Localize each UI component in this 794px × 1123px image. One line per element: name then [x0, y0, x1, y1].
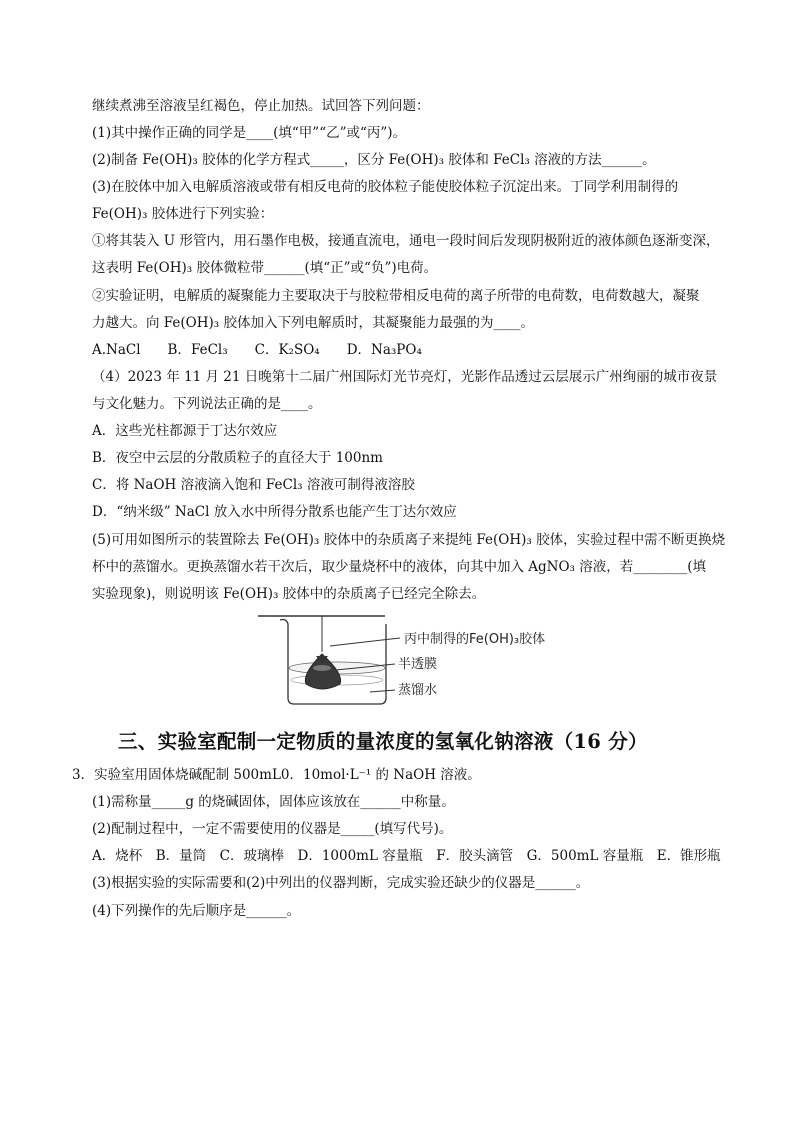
section-3-title: 三、实验室配制一定物质的量浓度的氢氧化钠溶液（16 分） [118, 730, 648, 753]
options-line: A.NaCl B．FeCl₃ C．K₂SO₄ D．Na₃PO₄ [92, 342, 422, 358]
subquestion-2: (2)制备 Fe(OH)₃ 胶体的化学方程式_____，区分 Fe(OH)₃ 胶体和 FeCl₃ 溶液的方法______。 [92, 152, 656, 168]
subquestion-1: (1)其中操作正确的同学是____(填“甲”“乙”或“丙”)。 [92, 125, 407, 141]
label-membrane: 半透膜 [398, 657, 438, 672]
options-line: A．烧杯 B．量筒 C．玻璃棒 D．1000mL 容量瓶 F．胶头滴管 G．500mL 容量瓶 E．锥形瓶 [92, 848, 721, 864]
subquestion-5: (5)可用如图所示的装置除去 Fe(OH)₃ 胶体中的杂质离子来提纯 Fe(OH)₃ 胶体，实验过程中需不断更换烧 [92, 532, 726, 548]
option-d: D．“纳米级” NaCl 放入水中所得分散系也能产生丁达尔效应 [92, 504, 457, 520]
subquestion-2: (2)配制过程中，一定不需要使用的仪器是_____(填写代号)。 [92, 821, 453, 837]
subquestion-1: (1)需称量_____g 的烧碱固体，固体应该放在______中称量。 [92, 794, 455, 810]
dialysis-apparatus-figure [250, 608, 580, 710]
option-c: C．将 NaOH 溶液滴入饱和 FeCl₃ 溶液可制得液溶胶 [92, 477, 415, 493]
subquestion-3: (3)在胶体中加入电解质溶液或带有相反电荷的胶体粒子能使胶体粒子沉淀出来。丁同学利用制得的 [92, 179, 679, 195]
text-line: 继续煮沸至溶液呈红褐色，停止加热。试回答下列问题： [92, 98, 430, 114]
question-stem: 3．实验室用固体烧碱配制 500mL0．10mol·L⁻¹ 的 NaOH 溶液。 [72, 767, 481, 783]
text-line: 杯中的蒸馏水。更换蒸馏水若干次后，取少量烧杯中的液体，向其中加入 AgNO₃ 溶液，若________(填 [92, 559, 707, 575]
subquestion-4: （4）2023 年 11 月 21 日晚第十二届广州国际灯光节亮灯，光影作品透过云层展示广州绚丽的城市夜景 [92, 369, 718, 385]
label-colloid: 丙中制得的Fe(OH)₃胶体 [404, 632, 546, 647]
subquestion-3: (3)根据实验的实际需要和(2)中列出的仪器判断，完成实验还缺少的仪器是______。 [92, 875, 590, 891]
text-line: 实验现象)，则说明该 Fe(OH)₃ 胶体中的杂质离子已经完全除去。 [92, 586, 486, 602]
text-line: ①将其装入 U 形管内，用石墨作电极，接通直流电，通电一段时间后发现阴极附近的液体颜色逐渐变深， [92, 233, 720, 249]
text-line: 力越大。向 Fe(OH)₃ 胶体加入下列电解质时，其凝聚能力最强的为____。 [92, 315, 534, 331]
option-a: A．这些光柱都源于丁达尔效应 [92, 423, 278, 439]
text-line: Fe(OH)₃ 胶体进行下列实验： [92, 206, 274, 222]
option-b: B．夜空中云层的分散质粒子的直径大于 100nm [92, 450, 383, 466]
text-line: 这表明 Fe(OH)₃ 胶体微粒带______(填“正”或“负”)电荷。 [92, 260, 438, 276]
label-water: 蒸馏水 [398, 683, 438, 698]
subquestion-4: (4)下列操作的先后顺序是______。 [92, 903, 301, 919]
text-line: ②实验证明，电解质的凝聚能力主要取决于与胶粒带相反电荷的离子所带的电荷数，电荷数越大，凝聚 [92, 288, 700, 304]
text-line: 与文化魅力。下列说法正确的是____。 [92, 396, 322, 412]
